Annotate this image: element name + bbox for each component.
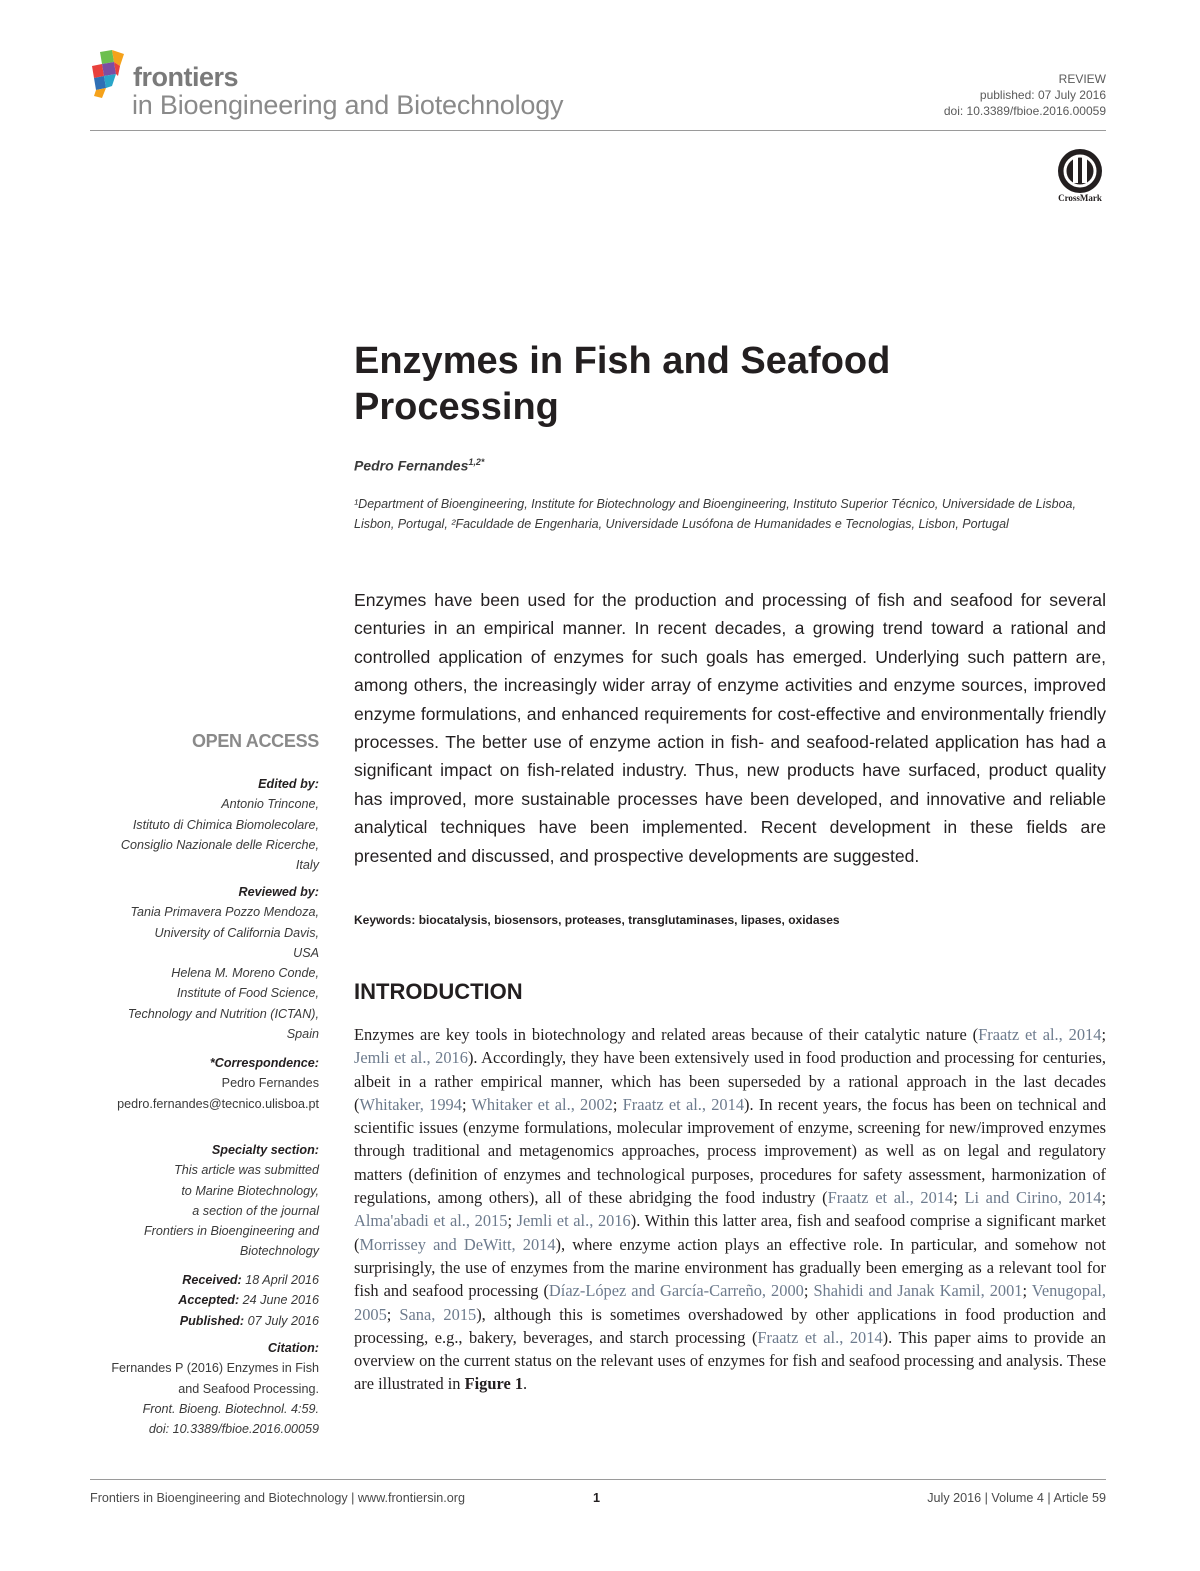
- body-text: ;: [507, 1211, 517, 1231]
- citation-link[interactable]: Sana, 2015: [399, 1304, 477, 1324]
- accepted-row: [90, 1290, 319, 1310]
- received-label: Received:: [182, 1273, 242, 1287]
- body-text: Enzymes are key tools in biotechnology and related areas because of their catalytic nature (: [354, 1025, 979, 1044]
- citation-doi[interactable]: doi: 10.3389/fbioe.2016.00059: [148, 1422, 319, 1437]
- correspondence-name: Pedro Fernandes: [221, 1076, 319, 1091]
- figure-reference[interactable]: Figure 1: [464, 1374, 524, 1394]
- citation-link[interactable]: Whitaker et al., 2002: [471, 1094, 613, 1114]
- reviewer-line: USA: [293, 945, 319, 960]
- specialty-section: [90, 1140, 319, 1262]
- citation-link[interactable]: Alma'abadi et al., 2015: [354, 1211, 508, 1231]
- affiliations: ¹Department of Bioengineering, Institute for Biotechnology and Bioengineering, Instituto Superior Técnico, Universidade de Lisboa, Lisbon, Portugal, ²Faculdade de Engenharia, Universidade Lusófona de Humanidades e Tecnologias, Lisbon, Portugal: [354, 497, 1076, 531]
- citation-line: Fernandes P (2016) Enzymes in Fish: [111, 1361, 319, 1376]
- published-sidebar-date: 07 July 2016: [247, 1313, 319, 1328]
- correspondence-label: *Correspondence:: [209, 1056, 319, 1070]
- open-access-label: OPEN ACCESS: [191, 731, 319, 751]
- body-text: ). This paper aims to provide an overview on the current status on the relevant uses of enzymes for fish and seafood processing and analysis. These are illustrated in: [354, 1327, 1106, 1394]
- article-type: REVIEW: [1058, 72, 1106, 86]
- citation-label: Citation:: [267, 1341, 319, 1355]
- body-text: ). In recent years, the focus has been on technical and scientific issues (enzyme formulations, molecular improvement of enzyme, screening for new/improved enzymes through traditional and metagenomics approaches, process improvement) as well as on legal and regulatory matters (definition of enzymes and technological purposes, procedures for safety assessment, harmonization of regulations, among others), all of these abridging the food industry (: [354, 1094, 1107, 1208]
- page-number: 1: [593, 1491, 601, 1505]
- specialty-line: Biotechnology: [239, 1244, 319, 1259]
- edited-by-label: Edited by:: [258, 777, 319, 791]
- keywords-label: Keywords:: [354, 913, 416, 927]
- body-text: ). Within this latter area, fish and seafood comprise a significant market (: [354, 1211, 1106, 1254]
- specialty-line: to Marine Biotechnology,: [181, 1183, 319, 1198]
- published-label: Published:: [179, 1313, 245, 1328]
- specialty-label: Specialty section:: [211, 1143, 319, 1157]
- citation-link[interactable]: Morrissey and DeWitt, 2014: [359, 1234, 556, 1254]
- citation-link[interactable]: Jemli et al., 2016: [354, 1048, 468, 1068]
- citation-link[interactable]: Li and Cirino, 2014: [964, 1188, 1102, 1208]
- editor-line: Consiglio Nazionale delle Ricerche,: [120, 837, 319, 852]
- body-text: .: [523, 1374, 528, 1394]
- citation-line: Front. Bioeng. Biotechnol. 4:59.: [142, 1401, 319, 1416]
- reviewer-line: University of California Davis,: [154, 925, 319, 940]
- footer-volume: July 2016 | Volume 4 | Article 59: [927, 1491, 1106, 1505]
- body-text: ;: [1022, 1281, 1032, 1301]
- citation-line: and Seafood Processing.: [178, 1381, 319, 1396]
- body-text: ;: [461, 1094, 472, 1114]
- author[interactable]: [354, 457, 484, 474]
- body-text: ). Accordingly, they have been extensively used in food production and processing for centuries, albeit in a rather empirical manner, which has been superseded by a rational approach in the last decades (: [354, 1048, 1106, 1114]
- reviewer-line[interactable]: Tania Primavera Pozzo Mendoza,: [130, 905, 319, 920]
- introduction-body: [354, 1023, 1106, 1396]
- dates-section: [90, 1270, 319, 1331]
- citation-link[interactable]: Shahidi and Janak Kamil, 2001: [813, 1281, 1023, 1301]
- specialty-line: Frontiers in Bioengineering and: [143, 1224, 319, 1239]
- specialty-line: This article was submitted: [174, 1163, 319, 1178]
- reviewed-by-section: [90, 882, 319, 1044]
- citation-link[interactable]: Fraatz et al., 2014: [622, 1094, 745, 1114]
- citation-link[interactable]: Jemli et al., 2016: [516, 1211, 631, 1231]
- accepted-label: Accepted:: [178, 1293, 240, 1308]
- editor-line: Istituto di Chimica Biomolecolare,: [132, 817, 319, 832]
- body-text: ), where enzyme action plays an effective role. In particular, and somehow not surprisingly, the use of enzymes from the marine environment has gradually been emerging as a relevant tool for fish and seafood processing (: [354, 1234, 1106, 1301]
- journal-name: in Bioengineering and Biotechnology: [132, 90, 564, 120]
- crossmark-label: CrossMark: [1058, 193, 1102, 203]
- footer-journal[interactable]: Frontiers in Bioengineering and Biotechnology | www.frontiersin.org: [90, 1491, 465, 1505]
- body-text: ), although this is sometimes overshadowed by other applications in food production and processing, e.g., bakery, beverages, and starch processing (: [354, 1304, 1106, 1347]
- abstract: Enzymes have been used for the production and processing of fish and seafood for several centuries in an empirical manner. In recent decades, a growing trend toward a rational and controlled application of enzymes for such goals has emerged. Underlying such pattern are, among others, the increasingly wider array of enzyme activities and enzyme sources, improved enzyme formulations, and enhanced requirements for cost-effective and environmentally friendly processes. The better use of enzyme action in fish- and seafood-related application has had a significant impact on fish-related industry. Thus, new products have surfaced, product quality has improved, more sustainable processes have been developed, and innovative and reliable analytical techniques have been implemented. Recent development in these fields are presented and discussed, and prospective developments are suggested.: [354, 590, 1106, 866]
- correspondence-email[interactable]: pedro.fernandes@tecnico.ulisboa.pt: [117, 1096, 319, 1111]
- keywords: [354, 913, 1106, 927]
- citation-section: [90, 1338, 319, 1439]
- accepted-date: 24 June 2016: [242, 1293, 319, 1308]
- received-row: [90, 1270, 319, 1290]
- correspondence-section: [90, 1053, 319, 1114]
- reviewed-by-label: Reviewed by:: [238, 885, 319, 899]
- published-row: [90, 1311, 319, 1331]
- body-text: ;: [953, 1188, 965, 1208]
- specialty-line: a section of the journal: [192, 1203, 319, 1218]
- author-superscript: 1,2*: [468, 457, 485, 467]
- citation-link[interactable]: Fraatz et al., 2014: [978, 1025, 1102, 1044]
- article-doi[interactable]: doi: 10.3389/fbioe.2016.00059: [943, 104, 1106, 118]
- citation-link[interactable]: Whitaker, 1994: [359, 1094, 462, 1114]
- reviewer-line: Technology and Nutrition (ICTAN),: [127, 1006, 319, 1021]
- introduction-heading: INTRODUCTION: [354, 979, 523, 1004]
- footer-divider: [90, 1479, 1106, 1480]
- editor-line[interactable]: Antonio Trincone,: [221, 797, 319, 812]
- edited-by-section: [90, 774, 319, 875]
- reviewer-line[interactable]: Helena M. Moreno Conde,: [171, 966, 319, 981]
- brand-name: frontiers: [133, 62, 239, 92]
- body-text: ;: [386, 1304, 400, 1324]
- citation-link[interactable]: Venugopal, 2005: [354, 1281, 1106, 1324]
- article-meta: [944, 71, 1106, 119]
- frontiers-logo-icon: [90, 50, 130, 98]
- body-text: ;: [1101, 1188, 1106, 1208]
- citation-link[interactable]: Fraatz et al., 2014: [757, 1327, 883, 1347]
- article-title: Enzymes in Fish and Seafood Processing: [354, 340, 891, 428]
- author-name[interactable]: Pedro Fernandes: [354, 457, 469, 474]
- published-date: published: 07 July 2016: [979, 88, 1106, 102]
- citation-link[interactable]: Fraatz et al., 2014: [827, 1188, 954, 1208]
- received-date: 18 April 2016: [245, 1273, 319, 1287]
- reviewer-line: Spain: [286, 1027, 319, 1042]
- editor-line: Italy: [295, 858, 319, 873]
- body-text: ;: [803, 1281, 814, 1301]
- citation-link[interactable]: Díaz-López and García-Carreño, 2000: [548, 1281, 804, 1301]
- keywords-list: biocatalysis, biosensors, proteases, transglutaminases, lipases, oxidases: [418, 913, 840, 927]
- header-divider: [90, 130, 1106, 131]
- body-text: ;: [612, 1094, 623, 1114]
- body-text: ;: [1101, 1025, 1106, 1044]
- reviewer-line: Institute of Food Science,: [176, 986, 319, 1001]
